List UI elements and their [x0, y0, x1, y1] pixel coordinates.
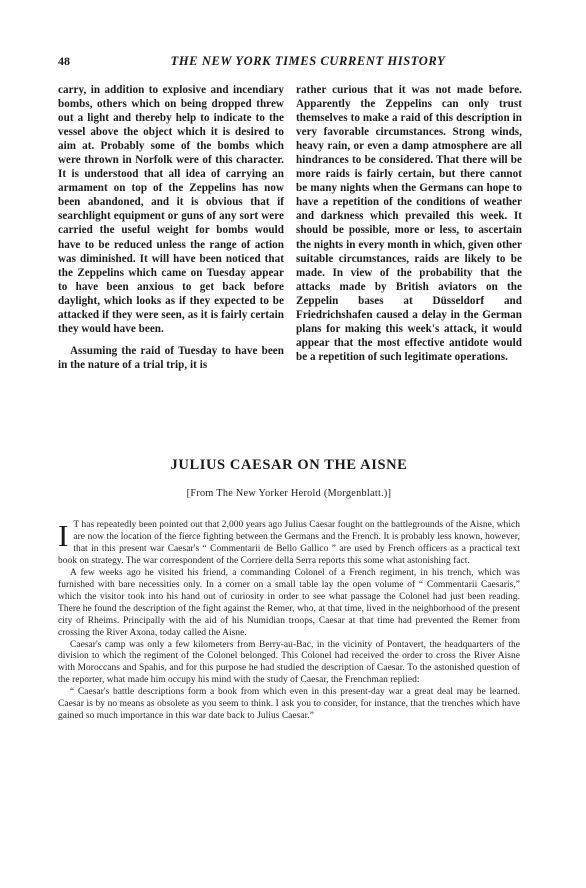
page-header [58, 54, 520, 72]
article-paragraph-1-text: T has repeatedly been pointed out that 2,000 years ago Julius Caesar fought on the battlegrounds of the Aisne, which are now the location of the fierce fighting between the Germans and the French. It is probably less known, however, that in this present war Caesar's “ Commentarii de Bello Gallico ” are used by French officers as a practical text book on strategy. The war correspondent of the Corriere della Serra reports this some what astonishing fact. [58, 520, 520, 566]
left-column-paragraph-1: carry, in addition to explosive and incendiary bombs, others which on being dropped threw out a light and thereby help to indicate to the vessel above the object which it is desired to aim at. Probably some of the bombs which were thrown in Norfolk were of this character. It is understood that all idea of carrying an armament on top of the Zeppelins has now been abandoned, and it is obvious that if searchlight equipment or guns of any sort were carried the useful weight for bombs would have to be reduced unless the range of action was diminished. It will have been noticed that the Zeppelins which came on Tuesday appear to have been anxious to get back before daylight, which looks as if they expected to be attacked if they were seen, as it is fairly certain they would have been. [58, 84, 284, 335]
running-title: THE NEW YORK TIMES CURRENT HISTORY [170, 54, 446, 68]
right-column-paragraph-1: rather curious that it was not made before. Apparently the Zeppelins can only trust themselves to make a raid of this description in very favorable circumstances. Strong winds, heavy rain, or even a damp atmosphere are all hindrances to be considered. That there will be more raids is fairly certain, but there cannot be many nights when the Germans can hope to have a repetition of the conditions of weather and darkness which prevailed this week. It should be possible, more or less, to ascertain the nights in every month in which, given other suitable circumstances, raids are likely to be made. In view of the probability that the attacks made by British aviators on the Zeppelin bases at Düsseldorf and Friedrichshafen caused a delay in the German plans for making this week's attack, it would appear that the most effective antidote would be a repetition of such legitimate operations. [296, 84, 522, 363]
article-body [58, 520, 520, 723]
article-paragraph-2: A few weeks ago he visited his friend, a commanding Colonel of a French regiment, in his trench, which was furnished with bare necessities only. In a corner on a small table lay the open volume of “ Commentarii Caesaris,” which the visitor took into his hand out of curiosity in order to see what passage the Colonel had just been reading. There he found the description of the fight against the Remer, who, at that time, lived in the neighborhood of the present city of Rheims. Principally with the aid of his Numidian troops, Caesar at that time had prevented the Remer from crossing the River Axona, today called the Aisne. [58, 567, 520, 638]
article-paragraph-3: Caesar's camp was only a few kilometers from Berry-au-Bac, in the vicinity of Pontavert, the headquarters of the division to which the regiment of the Colonel belonged. This Colonel had received the order to cross the River Aisne with Moroccans and Spahis, and for this purpose he had studied the description of Caesar. To the astonished question of the reporter, what made him occupy his mind with the study of Caesar, the Frenchman replied: [58, 639, 520, 686]
right-column [296, 83, 522, 364]
drop-cap: I [58, 518, 69, 553]
left-column [58, 83, 284, 372]
article-source: [From The New Yorker Herold (Morgenblatt.)] [186, 488, 392, 499]
article-title: JULIUS CAESAR ON THE AISNE [170, 457, 408, 473]
article-paragraph-1 [58, 520, 520, 568]
left-column-paragraph-2: Assuming the raid of Tuesday to have been in the nature of a trial trip, it is [58, 344, 284, 371]
article-paragraph-4: “ Caesar's battle descriptions form a book from which even in this present-day war a great deal may be learned. Caesar is by no means as obsolete as you seem to think. I ask you to consider, for instance, that the trenches which have gained so much importance in this war date back to Julius Caesar.” [58, 687, 520, 722]
page-number: 48 [58, 54, 70, 68]
